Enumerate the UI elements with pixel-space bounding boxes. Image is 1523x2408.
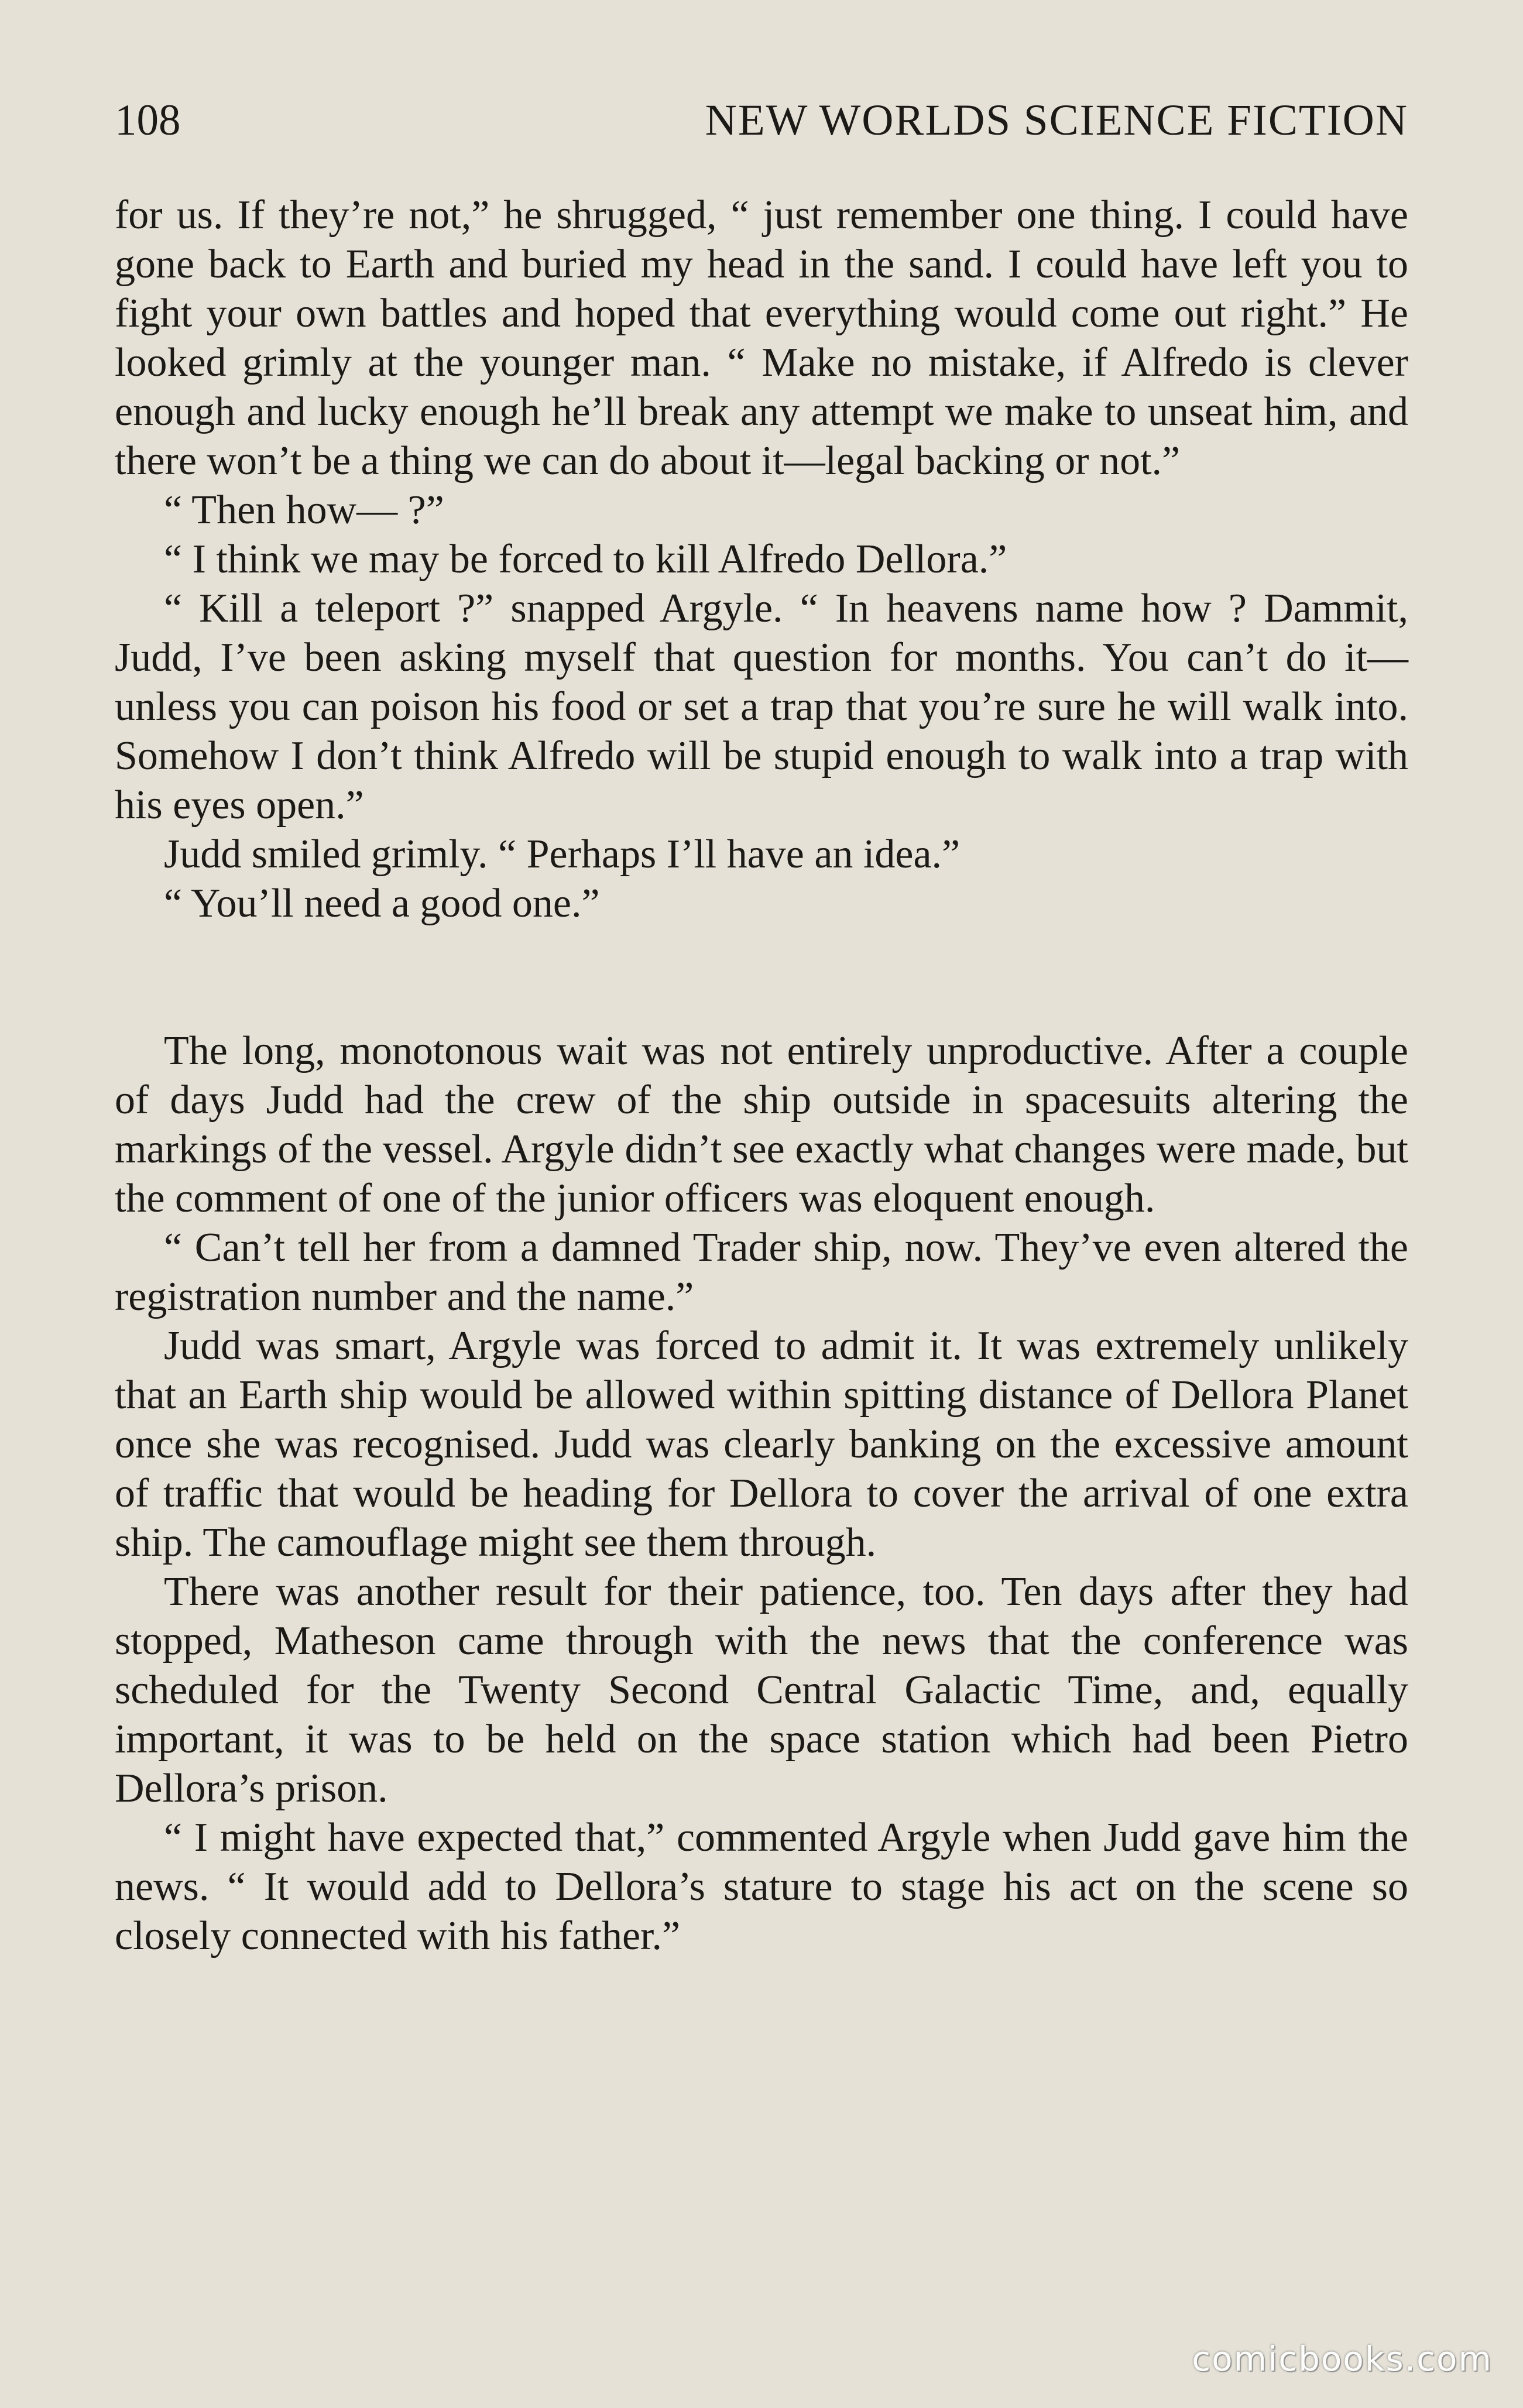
paragraph: Judd smiled grimly. “ Perhaps I’ll have an idea.” <box>164 832 961 877</box>
paragraph: “ You’ll need a good one.” <box>164 881 600 926</box>
paragraph: “ Can’t tell her from a damned Trader ship, now. They’ve even altered the registration number and the name.” <box>115 1225 1408 1319</box>
paragraph: “ I might have expected that,” commented Argyle when Judd gave him the news. “ It would add to Dellora’s stature to stage his act on the scene so closely connected with his father.” <box>115 1815 1408 1958</box>
section-break <box>115 928 1408 1027</box>
paragraph: “ Kill a teleport ?” snapped Argyle. “ In heavens name how ? Dammit, Judd, I’ve been asking myself that question for months. You can’t do it—unless you can poison his food or set a trap that you’re sure he will walk into. Somehow I don’t think Alfredo will be stupid enough to walk into a trap with his eyes open.” <box>115 586 1408 828</box>
running-head: NEW WORLDS SCIENCE FICTION <box>705 96 1408 145</box>
page-number: 108 <box>115 96 181 145</box>
site-watermark: comicbooks.com <box>1192 2339 1493 2379</box>
paragraph: “ I think we may be forced to kill Alfredo Dellora.” <box>164 537 1007 582</box>
body-text <box>115 191 1408 1961</box>
paragraph: for us. If they’re not,” he shrugged, “ just remember one thing. I could have gone back to Earth and buried my head in the sand. I could have left you to fight your own battles and hoped that everything would come out right.” He looked grimly at the younger man. “ Make no mistake, if Alfredo is clever enough and lucky enough he’ll break any attempt we make to unseat him, and there won’t be a thing we can do about it—legal backing or not.” <box>115 193 1408 483</box>
page-header <box>115 85 1408 156</box>
paragraph: There was another result for their patience, too. Ten days after they had stopped, Matheson came through with the news that the conference was scheduled for the Twenty Second Central Galactic Time, and, equally important, it was to be held on the space station which had been Pietro Dellora’s prison. <box>115 1569 1408 1811</box>
paragraph: Judd was smart, Argyle was forced to admit it. It was extremely unlikely that an Earth ship would be allowed within spitting distance of Dellora Planet once she was recognised. Judd was clearly banking on the excessive amount of traffic that would be heading for Dellora to cover the arrival of one extra ship. The camouflage might see them through. <box>115 1323 1408 1565</box>
paragraph: “ Then how— ?” <box>164 488 444 533</box>
paragraph: The long, monotonous wait was not entirely unproductive. After a couple of days Judd had the crew of the ship outside in spacesuits altering the markings of the vessel. Argyle didn’t see exactly what changes were made, but the comment of one of the junior officers was eloquent enough. <box>115 1028 1408 1221</box>
